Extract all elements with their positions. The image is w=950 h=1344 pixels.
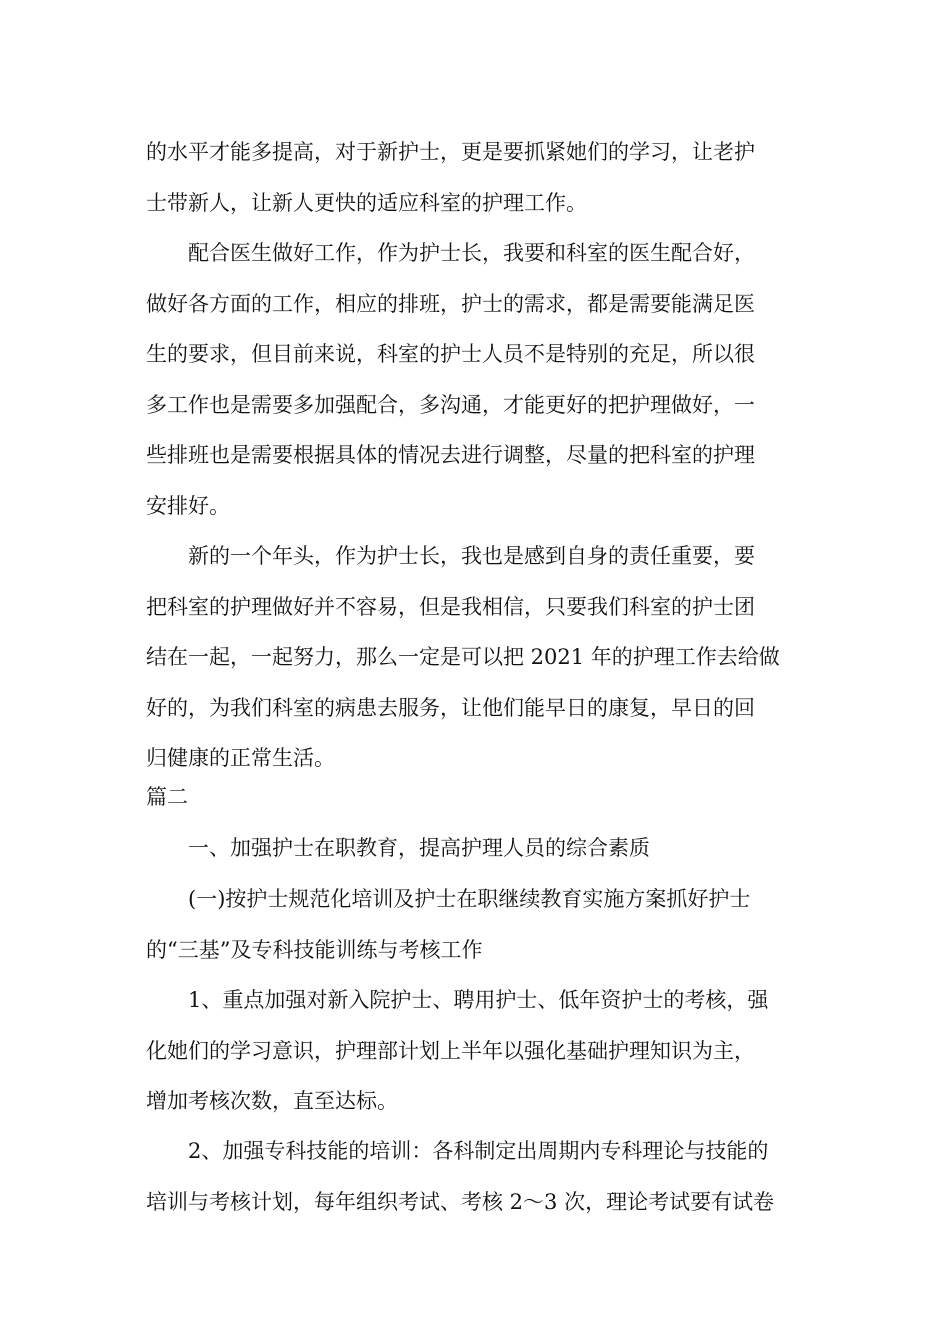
- paragraph-6: [146, 975, 806, 1127]
- text-line: 增加考核次数，直至达标。: [146, 1089, 398, 1113]
- text-line: 的水平才能多提高，对于新护士，更是要抓紧她们的学习，让老护: [146, 140, 755, 164]
- text-line: 的“三基”及专科技能训练与考核工作: [146, 937, 483, 962]
- text-line: 1、重点加强对新入院护士、聘用护士、低年资护士的考核，强: [188, 988, 769, 1012]
- text-line: 安排好。: [146, 493, 230, 518]
- paragraph-1: [146, 127, 806, 228]
- paragraph-7: [146, 1126, 806, 1227]
- text-line: 士带新人，让新人更快的适应科室的护理工作。: [146, 190, 587, 215]
- text-line: 结在一起，一起努力，那么一定是可以把 2021 年的护理工作去给做: [146, 645, 780, 669]
- paragraph-5: [146, 874, 806, 975]
- text-line: 配合医生做好工作，作为护士长，我要和科室的医生配合好，: [188, 241, 755, 265]
- text-line: 化她们的学习意识，护理部计划上半年以强化基础护理知识为主，: [146, 1038, 755, 1063]
- section-heading: [146, 772, 806, 823]
- paragraph-4: [146, 823, 806, 874]
- text-line: 把科室的护理做好并不容易，但是我相信，只要我们科室的护士团: [146, 594, 755, 619]
- paragraph-3: [146, 531, 806, 784]
- text-line: 新的一个年头，作为护士长，我也是感到自身的责任重要，要: [188, 544, 755, 568]
- text-line: 多工作也是需要多加强配合，多沟通，才能更好的把护理做好，一: [146, 392, 755, 417]
- text-line: 一、加强护士在职教育，提高护理人员的综合素质: [188, 836, 650, 860]
- text-line: 做好各方面的工作，相应的排班，护士的需求，都是需要能满足医: [146, 291, 755, 316]
- section-title: 篇二: [146, 785, 188, 809]
- text-line: 生的要求，但目前来说，科室的护士人员不是特别的充足，所以很: [146, 342, 755, 366]
- text-line: (一)按护士规范化培训及护士在职继续教育实施方案抓好护士: [188, 887, 751, 911]
- text-line: 培训与考核计划，每年组织考试、考核 2～3 次，理论考试要有试卷: [146, 1189, 775, 1214]
- text-line: 2、加强专科技能的培训：各科制定出周期内专科理论与技能的: [188, 1139, 769, 1163]
- paragraph-2: [146, 228, 806, 531]
- text-line: 归健康的正常生活。: [146, 746, 335, 770]
- text-line: 些排班也是需要根据具体的情况去进行调整，尽量的把科室的护理: [146, 443, 755, 467]
- text-line: 好的，为我们科室的病患去服务，让他们能早日的康复，早日的回: [146, 695, 755, 720]
